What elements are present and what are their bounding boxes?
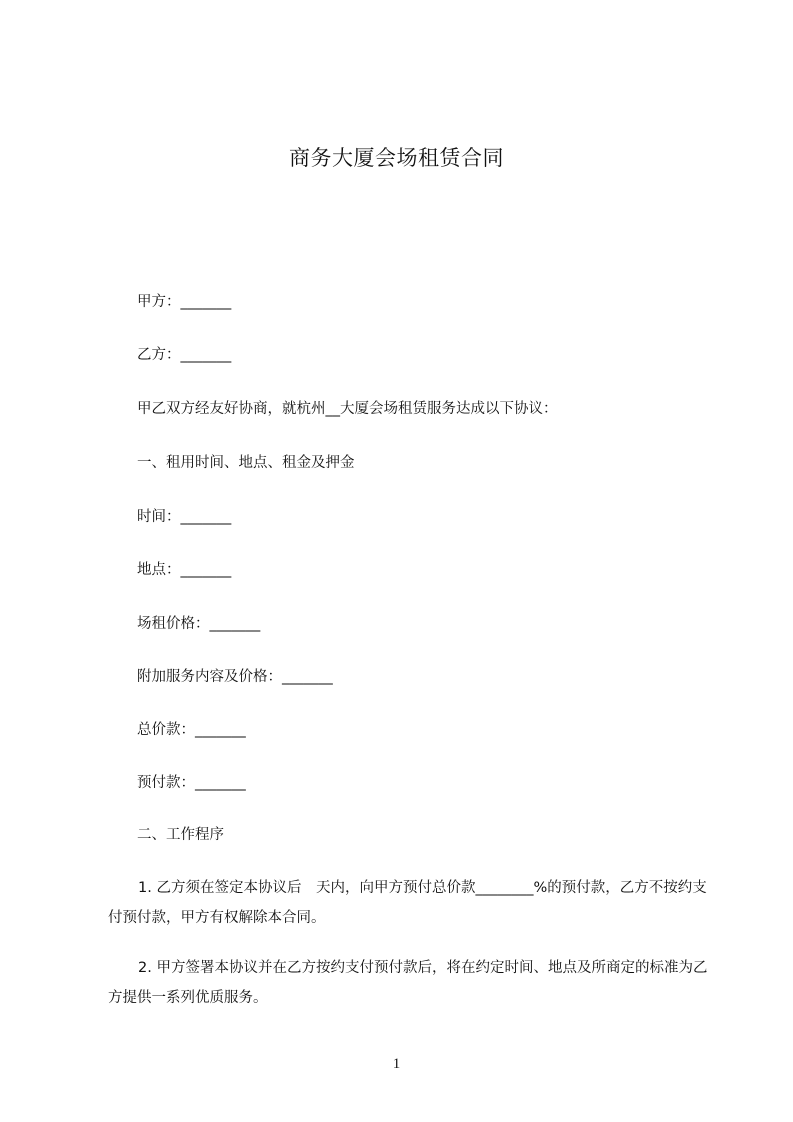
clause-1	[108, 873, 708, 933]
section-heading-2: 二、工作程序	[137, 827, 224, 843]
party-b-line: 乙方：_______	[137, 347, 232, 363]
page-number: 1	[392, 1056, 401, 1072]
time-line: 时间：_______	[137, 509, 232, 525]
clause-2-text: 2. 甲方签署本协议并在乙方按约支付预付款后，将在约定时间、地点及所商定的标准为乙方提供一系列优质服务。	[108, 960, 708, 1006]
agreement-intro: 甲乙双方经友好协商，就杭州__大厦会场租赁服务达成以下协议：	[137, 401, 558, 417]
party-a-line: 甲方：_______	[137, 294, 232, 310]
clause-2	[108, 953, 708, 1013]
location-line: 地点：_______	[137, 562, 232, 578]
extra-services-line: 附加服务内容及价格：_______	[137, 669, 333, 685]
total-price-line: 总价款：_______	[137, 722, 246, 738]
clause-1-text: 1. 乙方须在签定本协议后 天内，向甲方预付总价款________%的预付款，乙方不按约支付预付款，甲方有权解除本合同。	[108, 880, 707, 926]
venue-price-line: 场租价格：_______	[137, 616, 261, 632]
section-heading-1: 一、租用时间、地点、租金及押金	[137, 455, 355, 471]
prepayment-line: 预付款：_______	[137, 775, 246, 791]
document-title: 商务大厦会场租赁合同	[289, 146, 504, 170]
